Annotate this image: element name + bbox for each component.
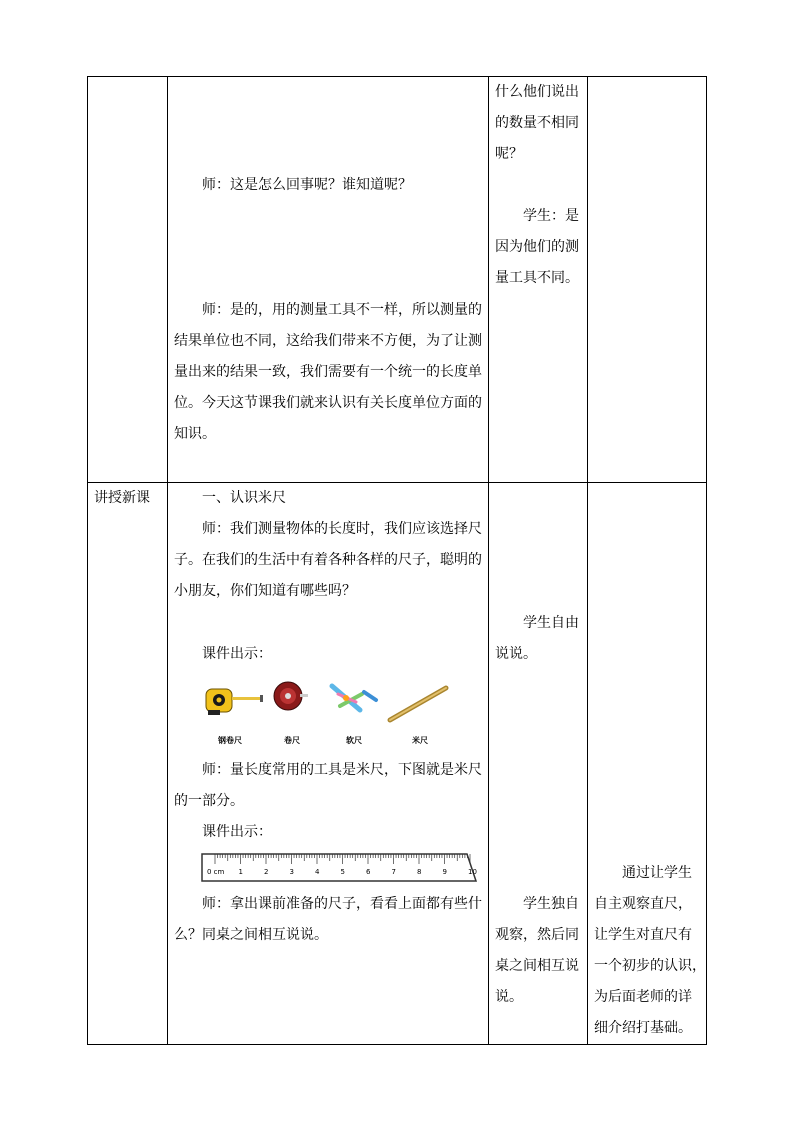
column-divider xyxy=(587,76,588,1045)
ruler-figure xyxy=(201,853,477,883)
table-border-top xyxy=(87,76,707,77)
table-border-bottom xyxy=(87,1044,707,1045)
ruler-caption: 米尺 xyxy=(412,736,428,745)
ruler-number: 4 xyxy=(315,868,320,876)
teacher-task: 师：拿出课前准备的尺子，看看上面都有些什 么？同桌之间相互说说。 xyxy=(174,896,482,943)
meter-stick-icon xyxy=(390,688,446,720)
ruler-caption: 钢卷尺 xyxy=(218,736,242,745)
student-question: 什么他们说出 的数量不相同 呢？ xyxy=(495,84,579,162)
ruler-number: 10 xyxy=(468,868,477,876)
teacher-question: 师：这是怎么回事呢？谁知道呢？ xyxy=(202,177,412,193)
student-observe: 学生独自 观察，然后同 桌之间相互说 说。 xyxy=(495,896,579,1005)
ruler-unit-label: 0 cm xyxy=(207,868,225,876)
ruler-number: 1 xyxy=(238,868,243,876)
ruler-number: 2 xyxy=(264,868,269,876)
ruler-types-figure xyxy=(200,676,460,748)
steel-tape-icon xyxy=(206,689,263,715)
ruler-number: 3 xyxy=(289,868,294,876)
student-say: 学生自由 说说。 xyxy=(495,615,579,662)
design-intent: 通过让学生 自主观察直尺， 让学生对直尺有 一个初步的认识， 为后面老师的详 细介绍打基础。 xyxy=(594,865,706,1036)
soft-tape-icon xyxy=(332,686,376,710)
ruler-number: 5 xyxy=(340,868,345,876)
student-answer: 学生：是 因为他们的测 量工具不同。 xyxy=(495,208,579,286)
table-border-left xyxy=(87,76,88,1045)
meter-stick-text: 师：量长度常用的工具是米尺，下图就是米尺 的一部分。 xyxy=(174,762,482,809)
reel-tape-icon xyxy=(274,682,308,710)
courseware-label: 课件出示： xyxy=(202,646,272,662)
table-border-right xyxy=(706,76,707,1045)
section-heading: 一、认识米尺 xyxy=(202,490,286,506)
ruler-number: 8 xyxy=(417,868,422,876)
courseware-label: 课件出示： xyxy=(202,824,272,840)
ruler-caption: 卷尺 xyxy=(284,736,300,745)
teacher-intro: 师：我们测量物体的长度时，我们应该选择尺 子。在我们的生活中有着各种各样的尺子，聪明的 小朋友，你们知道有哪些吗？ xyxy=(174,521,482,599)
column-divider xyxy=(488,76,489,1045)
ruler-number: 7 xyxy=(391,868,396,876)
column-divider xyxy=(167,76,168,1045)
teacher-explanation: 师：是的，用的测量工具不一样，所以测量的 结果单位也不同，这给我们带来不方便，为了让测 量出来的结果一致，我们需要有一个统一的长度单 位。今天这节课我们就来认识有关长度单位方面的 知识。 xyxy=(174,302,482,442)
ruler-number: 9 xyxy=(442,868,447,876)
ruler-caption: 软尺 xyxy=(346,736,362,745)
section-label: 讲授新课 xyxy=(94,490,150,506)
ruler-number: 6 xyxy=(366,868,371,876)
